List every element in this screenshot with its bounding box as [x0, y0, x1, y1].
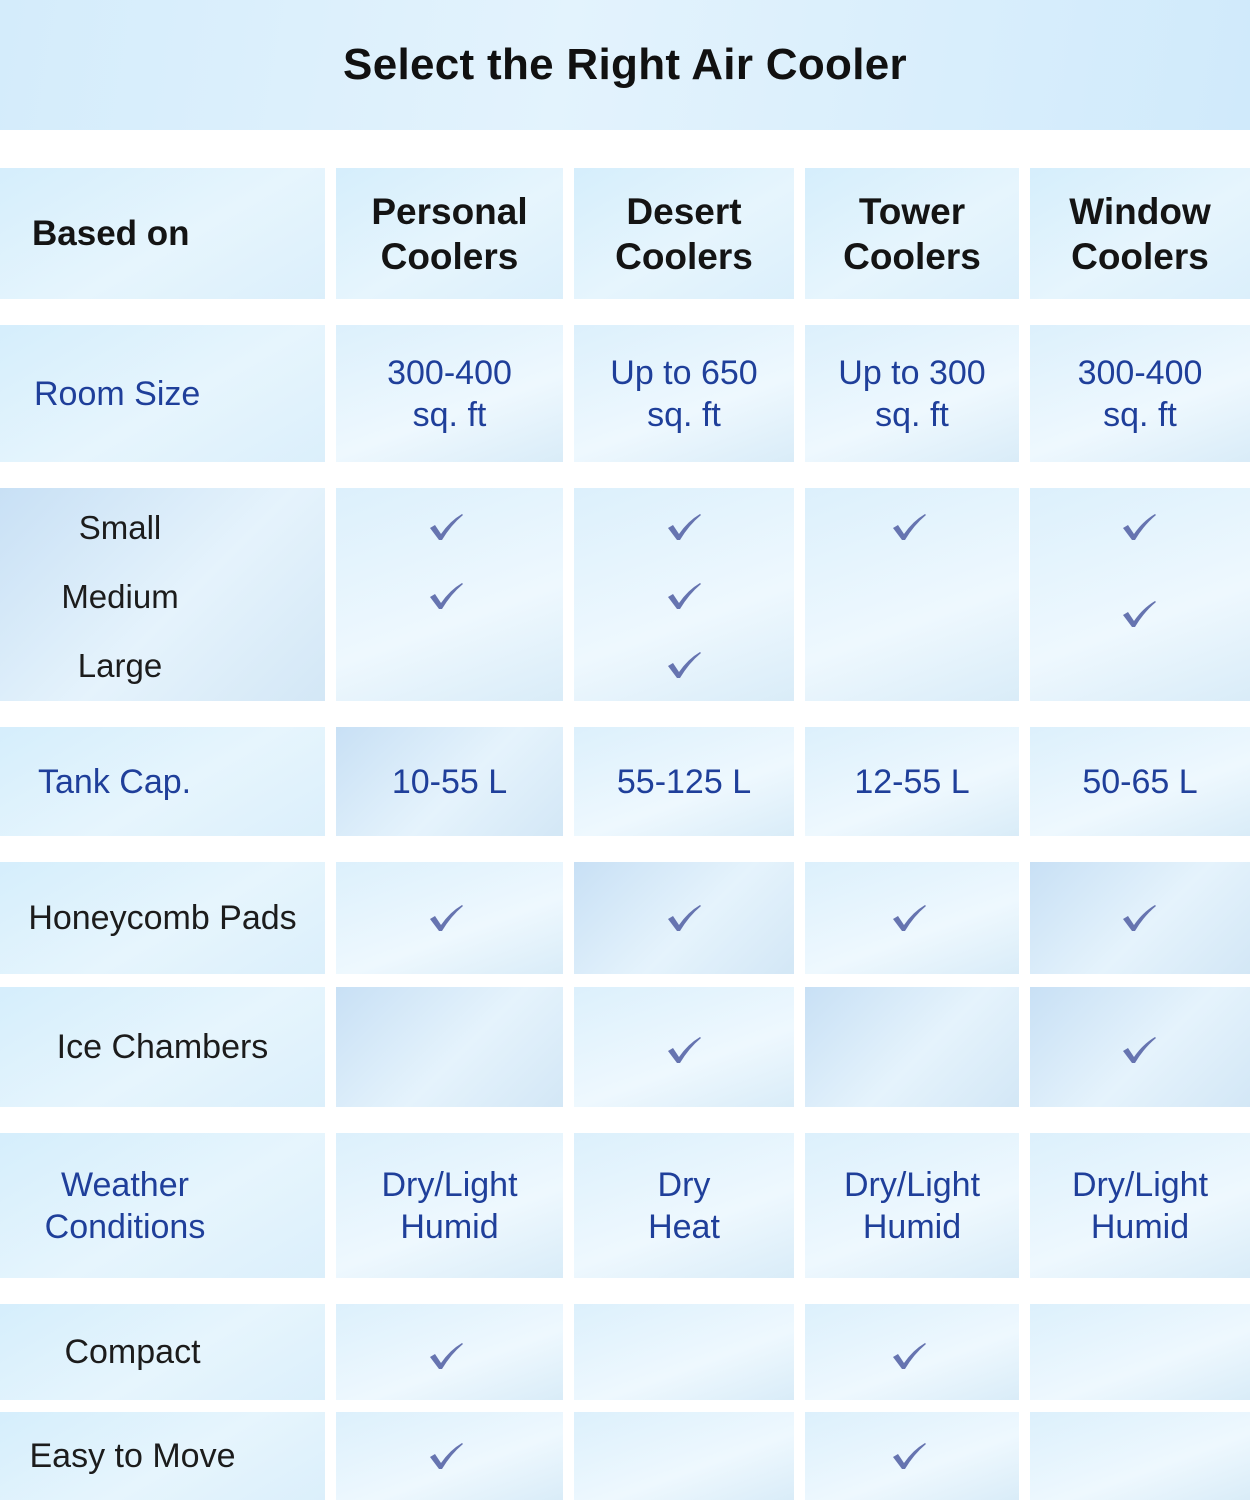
column-title: Window Coolers [1069, 190, 1211, 277]
tank-cap-label: Tank Cap. [38, 762, 192, 801]
tank-cap-value: 10-55 L [391, 762, 508, 801]
row-label-room-size [0, 325, 325, 462]
check-icon [891, 903, 927, 933]
compact-label: Compact [64, 1333, 201, 1371]
tank-cap-value: 55-125 L [616, 762, 752, 801]
check-icon [666, 581, 702, 611]
header-tower-coolers [805, 168, 1019, 299]
size-label-large: Large [77, 647, 163, 684]
ice-tower [805, 987, 1019, 1107]
easy-move-window [1030, 1412, 1250, 1500]
room-size-tower [805, 325, 1019, 462]
room-size-value: 300-400 sq. ft [387, 353, 512, 434]
weather-value: Dry/Light Humid [1071, 1165, 1209, 1246]
check-icon [1121, 512, 1157, 542]
row-label-weather [0, 1133, 325, 1278]
tank-cap-value: 12-55 L [854, 762, 970, 801]
weather-window [1030, 1133, 1250, 1278]
header-window-coolers [1030, 168, 1250, 299]
column-title: Desert Coolers [615, 190, 753, 277]
weather-personal [336, 1133, 563, 1278]
tank-cap-tower [805, 727, 1019, 836]
ice-personal [336, 987, 563, 1107]
room-size-value: 300-400 sq. ft [1077, 353, 1203, 434]
check-icon [428, 1441, 464, 1471]
easy-move-desert [574, 1412, 794, 1500]
check-icon [428, 903, 464, 933]
tank-cap-personal [336, 727, 563, 836]
weather-label: Weather Conditions [44, 1165, 206, 1246]
check-icon [666, 512, 702, 542]
check-icon [891, 1341, 927, 1371]
check-icon [666, 903, 702, 933]
row-label-honeycomb-pads [0, 862, 325, 974]
check-icon [428, 1341, 464, 1371]
title-banner [0, 0, 1250, 130]
header-based-on [0, 168, 325, 299]
size-label-small: Small [78, 509, 162, 546]
easy-to-move-label: Easy to Move [29, 1437, 236, 1475]
row-label-easy-to-move [0, 1412, 325, 1500]
weather-value: Dry/Light Humid [381, 1165, 518, 1246]
header-desert-coolers [574, 168, 794, 299]
check-icon [428, 512, 464, 542]
check-icon [666, 1035, 702, 1065]
check-icon [1121, 1035, 1157, 1065]
compact-window [1030, 1304, 1250, 1400]
tank-cap-value: 50-65 L [1082, 762, 1198, 801]
compact-desert [574, 1304, 794, 1400]
tank-cap-window [1030, 727, 1250, 836]
check-icon [891, 1441, 927, 1471]
room-size-value: Up to 650 sq. ft [610, 353, 758, 434]
room-size-label: Room Size [34, 374, 201, 413]
check-icon [1121, 903, 1157, 933]
weather-value: Dry Heat [648, 1165, 720, 1246]
tank-cap-desert [574, 727, 794, 836]
check-icon [666, 650, 702, 680]
check-icon [891, 512, 927, 542]
weather-tower [805, 1133, 1019, 1278]
page-title: Select the Right Air Cooler [343, 40, 907, 89]
row-label-tank-cap [0, 727, 325, 836]
column-title: Personal Coolers [371, 190, 528, 277]
room-size-value: Up to 300 sq. ft [838, 353, 986, 434]
ice-chambers-label: Ice Chambers [56, 1028, 269, 1066]
check-icon [428, 581, 464, 611]
row-label-compact [0, 1304, 325, 1400]
row-label-ice-chambers [0, 987, 325, 1107]
header-personal-coolers [336, 168, 563, 299]
honeycomb-pads-label: Honeycomb Pads [28, 899, 297, 937]
check-icon [1121, 599, 1157, 629]
size-label-medium: Medium [61, 578, 179, 615]
room-size-personal [336, 325, 563, 462]
based-on-label: Based on [32, 214, 190, 253]
weather-value: Dry/Light Humid [843, 1165, 981, 1246]
column-title: Tower Coolers [843, 190, 981, 277]
room-size-desert [574, 325, 794, 462]
weather-desert [574, 1133, 794, 1278]
room-size-window [1030, 325, 1250, 462]
